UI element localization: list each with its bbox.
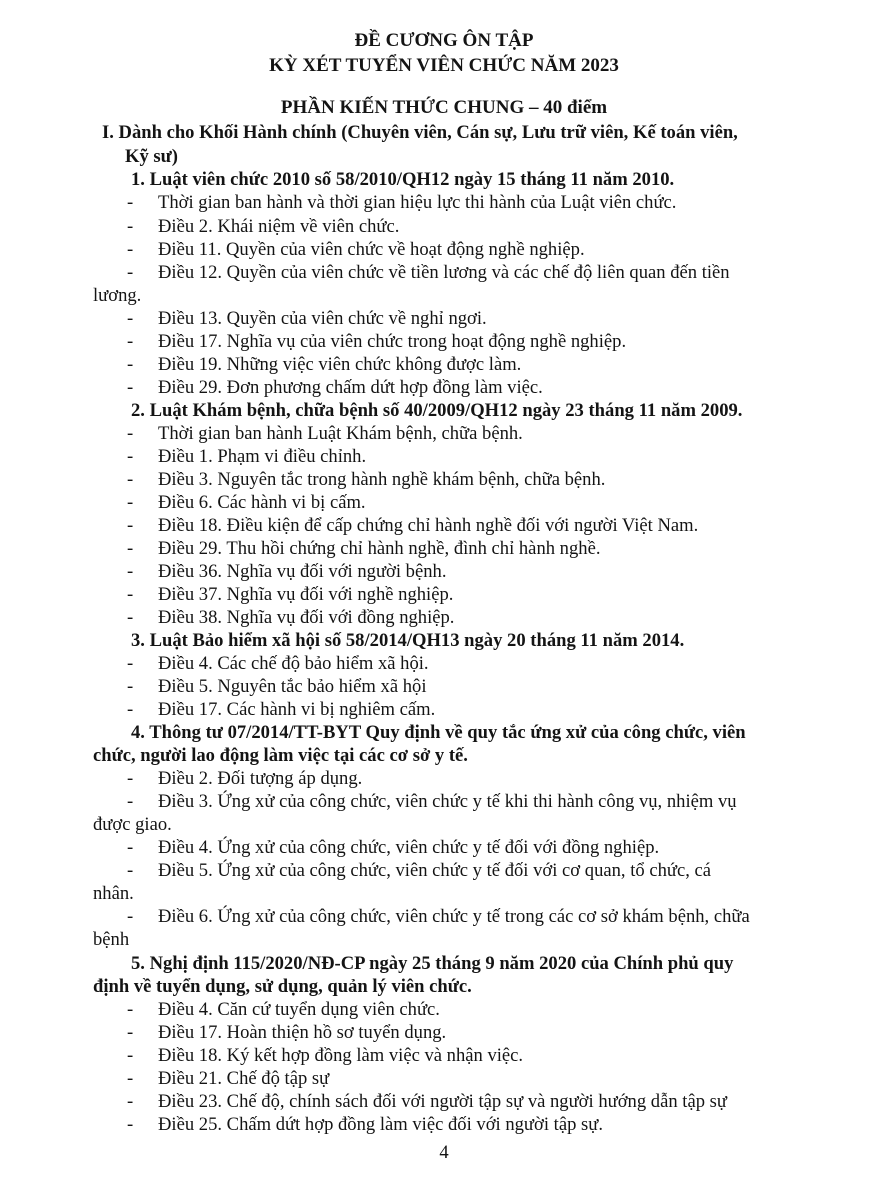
bullet-dash: - [127, 331, 134, 352]
bullet-dash: - [127, 492, 134, 513]
bullet-dash: - [127, 699, 134, 720]
bullet-dash: - [127, 837, 134, 858]
law3-item: Điều 4. Các chế độ bảo hiểm xã hội. [158, 653, 429, 674]
section-heading: PHẦN KIẾN THỨC CHUNG – 40 điểm [280, 97, 608, 118]
bullet-dash: - [127, 423, 134, 444]
law4-item: Điều 4. Ứng xử của công chức, viên chức y tế đối với đồng nghiệp. [158, 837, 660, 858]
bullet-dash: - [127, 653, 134, 674]
bullet-dash: - [127, 607, 134, 628]
bullet-dash: - [127, 1022, 134, 1043]
bullet-dash: - [127, 469, 134, 490]
law2-item: Điều 3. Nguyên tắc trong hành nghề khám bệnh, chữa bệnh. [158, 469, 606, 490]
law4-item: Điều 3. Ứng xử của công chức, viên chức y tế khi thi hành công vụ, nhiệm vụ [158, 791, 737, 812]
part-heading: I. Dành cho Khối Hành chính (Chuyên viên, Cán sự, Lưu trữ viên, Kế toán viên, [102, 122, 738, 143]
doc-title-line2: KỲ XÉT TUYỂN VIÊN CHỨC NĂM 2023 [269, 55, 619, 76]
law5-item: Điều 17. Hoàn thiện hồ sơ tuyển dụng. [158, 1022, 447, 1043]
law4-title-cont: chức, người lao động làm việc tại các cơ sở y tế. [93, 745, 468, 766]
bullet-dash: - [127, 999, 134, 1020]
law1-item: Điều 19. Những việc viên chức không được làm. [158, 354, 522, 375]
law2-item: Điều 29. Thu hồi chứng chỉ hành nghề, đình chỉ hành nghề. [158, 538, 601, 559]
law2-item: Điều 1. Phạm vi điều chỉnh. [158, 446, 367, 467]
law5-title-cont: định về tuyển dụng, sử dụng, quản lý viên chức. [93, 976, 472, 997]
law5-item: Điều 23. Chế độ, chính sách đối với người tập sự và người hướng dẫn tập sự [158, 1091, 727, 1112]
bullet-dash: - [127, 216, 134, 237]
law1-item: Điều 17. Nghĩa vụ của viên chức trong hoạt động nghề nghiệp. [158, 331, 627, 352]
law5-item: Điều 21. Chế độ tập sự [158, 1068, 330, 1089]
law5-title: 5. Nghị định 115/2020/NĐ-CP ngày 25 tháng 9 năm 2020 của Chính phủ quy [131, 953, 734, 974]
law5-item: Điều 4. Căn cứ tuyển dụng viên chức. [158, 999, 440, 1020]
law2-item: Thời gian ban hành Luật Khám bệnh, chữa bệnh. [158, 423, 523, 444]
bullet-dash: - [127, 377, 134, 398]
law1-item: Điều 11. Quyền của viên chức về hoạt động nghề nghiệp. [158, 239, 585, 260]
bullet-dash: - [127, 906, 134, 927]
bullet-dash: - [127, 538, 134, 559]
bullet-dash: - [127, 1091, 134, 1112]
bullet-dash: - [127, 768, 134, 789]
law4-item-cont: được giao. [93, 814, 172, 835]
bullet-dash: - [127, 676, 134, 697]
bullet-dash: - [127, 515, 134, 536]
bullet-dash: - [127, 1114, 134, 1135]
law1-item: Điều 12. Quyền của viên chức về tiền lương và các chế độ liên quan đến tiền [158, 262, 730, 283]
law5-item: Điều 18. Ký kết hợp đồng làm việc và nhận việc. [158, 1045, 524, 1066]
bullet-dash: - [127, 791, 134, 812]
law4-item-cont: nhân. [93, 883, 134, 904]
law1-item-cont: lương. [93, 285, 142, 306]
bullet-dash: - [127, 561, 134, 582]
bullet-dash: - [127, 192, 134, 213]
doc-title-line1: ĐỀ CƯƠNG ÔN TẬP [354, 30, 534, 51]
bullet-dash: - [127, 239, 134, 260]
law3-title: 3. Luật Bảo hiểm xã hội số 58/2014/QH13 ngày 20 tháng 11 năm 2014. [131, 630, 685, 651]
law4-item: Điều 6. Ứng xử của công chức, viên chức y tế trong các cơ sở khám bệnh, chữa [158, 906, 750, 927]
law2-title: 2. Luật Khám bệnh, chữa bệnh số 40/2009/QH12 ngày 23 tháng 11 năm 2009. [131, 400, 743, 421]
law4-title: 4. Thông tư 07/2014/TT-BYT Quy định về quy tắc ứng xử của công chức, viên [131, 722, 746, 743]
law1-item: Điều 2. Khái niệm về viên chức. [158, 216, 400, 237]
law4-item: Điều 2. Đối tượng áp dụng. [158, 768, 363, 789]
bullet-dash: - [127, 308, 134, 329]
law3-item: Điều 5. Nguyên tắc bảo hiểm xã hội [158, 676, 427, 697]
law2-item: Điều 38. Nghĩa vụ đối với đồng nghiệp. [158, 607, 455, 628]
page-number: 4 [439, 1142, 449, 1163]
law1-title: 1. Luật viên chức 2010 số 58/2010/QH12 ngày 15 tháng 11 năm 2010. [131, 169, 675, 190]
law1-item: Điều 13. Quyền của viên chức về nghỉ ngơi. [158, 308, 487, 329]
law2-item: Điều 37. Nghĩa vụ đối với nghề nghiệp. [158, 584, 454, 605]
law1-item: Điều 29. Đơn phương chấm dứt hợp đồng làm việc. [158, 377, 543, 398]
bullet-dash: - [127, 1068, 134, 1089]
law4-item: Điều 5. Ứng xử của công chức, viên chức y tế đối với cơ quan, tổ chức, cá [158, 860, 712, 881]
bullet-dash: - [127, 262, 134, 283]
bullet-dash: - [127, 860, 134, 881]
law1-item: Thời gian ban hành và thời gian hiệu lực thi hành của Luật viên chức. [158, 192, 677, 213]
law5-item: Điều 25. Chấm dứt hợp đồng làm việc đối với người tập sự. [158, 1114, 603, 1135]
part-heading-cont: Kỹ sư) [125, 146, 178, 167]
law3-item: Điều 17. Các hành vi bị nghiêm cấm. [158, 699, 436, 720]
law2-item: Điều 18. Điều kiện để cấp chứng chỉ hành nghề đối với người Việt Nam. [158, 515, 699, 536]
bullet-dash: - [127, 584, 134, 605]
bullet-dash: - [127, 354, 134, 375]
law2-item: Điều 6. Các hành vi bị cấm. [158, 492, 366, 513]
bullet-dash: - [127, 1045, 134, 1066]
bullet-dash: - [127, 446, 134, 467]
law4-item-cont: bệnh [93, 929, 130, 950]
law2-item: Điều 36. Nghĩa vụ đối với người bệnh. [158, 561, 447, 582]
